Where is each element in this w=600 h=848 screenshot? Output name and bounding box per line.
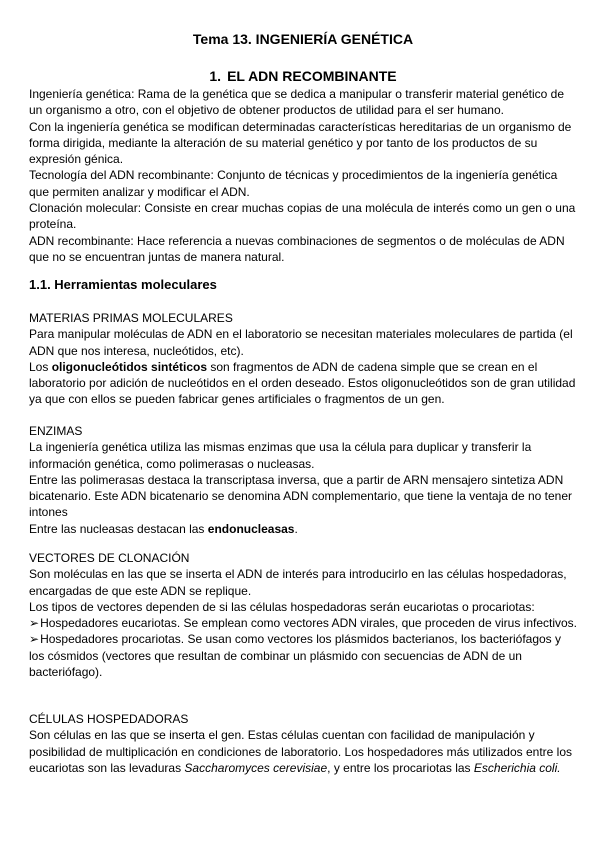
materias-paragraph: Para manipular moléculas de ADN en el laboratorio se necesitan materiales moleculares de partida (el ADN que nos interesa, nucleótidos, etc). [29,327,573,358]
text-run: Los [29,359,52,374]
enzimas-heading: ENZIMAS [29,424,83,438]
materias-paragraph-oligo [29,359,577,408]
intro-paragraph: Tecnología del ADN recombinante: Conjunto de técnicas y procedimientos de la ingeniería genética que permiten analizar y modificar el ADN. [29,168,558,199]
intro-block [29,86,577,265]
text-run: Son células en las que se inserta el gen. Estas células cuentan con facilidad de manipulación y posibilidad de multiplicación en condiciones de laboratorio. Los hospedadores más utilizados entre los eucariotas son las levaduras [29,728,572,775]
section-heading [29,68,577,85]
enzimas-block [29,423,577,537]
intro-paragraph: Ingeniería genética: Rama de la genética que se dedica a manipular o transferir material genético de un organismo a otro, con el objetivo de obtener productos de utilidad para el ser humano. [29,87,564,118]
vectores-paragraph: Son moléculas en las que se inserta el ADN de interés para introducirlo en las células hospedadoras, encargadas de que este ADN se replique. [29,567,567,598]
vectores-paragraph: Los tipos de vectores dependen de si las células hospedadoras serán eucariotas o procariotas: [29,599,535,614]
celulas-block [29,711,577,776]
materias-heading: MATERIAS PRIMAS MOLECULARES [29,311,233,325]
text-run: , y entre los procariotas las [327,760,474,775]
bullet-text: Hospedadores eucariotas. Se emplean como vectores ADN virales, que proceden de virus infectivos. [40,616,578,631]
text-run: Entre las nucleasas destacan las [29,521,208,536]
celulas-paragraph [29,727,577,776]
section-title: EL ADN RECOMBINANTE [227,68,397,84]
enzimas-paragraph-nucleasas [29,521,577,537]
arrow-bullet-icon: ➢ [29,632,40,647]
celulas-heading: CÉLULAS HOSPEDADORAS [29,712,189,726]
enzimas-paragraph: La ingeniería genética utiliza las mismas enzimas que usa la célula para duplicar y transferir la información genética, como polimerasas o nucleasas. [29,440,532,471]
intro-paragraph: ADN recombinante: Hace referencia a nuevas combinaciones de segmentos o de moléculas de ADN que no se encuentran juntas de manera natural. [29,233,565,264]
subsection-title: 1.1. Herramientas moleculares [29,277,217,292]
document-title: Tema 13. INGENIERÍA GENÉTICA [192,31,414,47]
vectores-bullet-eucariotas [29,615,577,631]
materias-block [29,310,577,408]
text-run: son fragmentos de ADN de cadena simple que se crean en el laboratorio por adición de nucleótidos en el orden deseado. Estos oligonucleótidos son de gran utilidad ya que con ellos se pueden fabricar genes artificiales o fragmentos de un gen. [29,359,576,407]
species-name: Saccharomyces cerevisiae [184,760,328,775]
species-name: Escherichia coli. [473,760,561,775]
text-run: . [294,521,298,536]
section-number: 1. [209,68,222,84]
bold-term: oligonucleótidos sintéticos [51,359,208,374]
enzimas-paragraph: Entre las polimerasas destaca la transcriptasa inversa, que a partir de ARN mensajero sintetiza ADN bicatenario. Este ADN bicatenario se denomina ADN complementario, que tiene la ventaja de no tener intones [29,472,572,520]
bullet-text: Hospedadores procariotas. Se usan como vectores los plásmidos bacterianos, los bacteriófagos y los cósmidos (vectores que resultan de combinar un plásmido con secuencias de ADN de un bacteriófago). [29,632,562,680]
vectores-heading: VECTORES DE CLONACIÓN [29,551,190,565]
arrow-bullet-icon: ➢ [29,616,40,631]
vectores-bullet-procariotas [29,631,577,680]
intro-paragraph: Clonación molecular: Consiste en crear muchas copias de una molécula de interés como un gen o una proteína. [29,201,576,232]
vectores-block [29,550,577,680]
intro-paragraph: Con la ingeniería genética se modifican determinadas características hereditarias de un organismo de forma dirigida, mediante la alteración de su material genético y por tanto de los productos de su expresión génica. [29,119,572,167]
bold-term: endonucleasas [207,521,295,536]
